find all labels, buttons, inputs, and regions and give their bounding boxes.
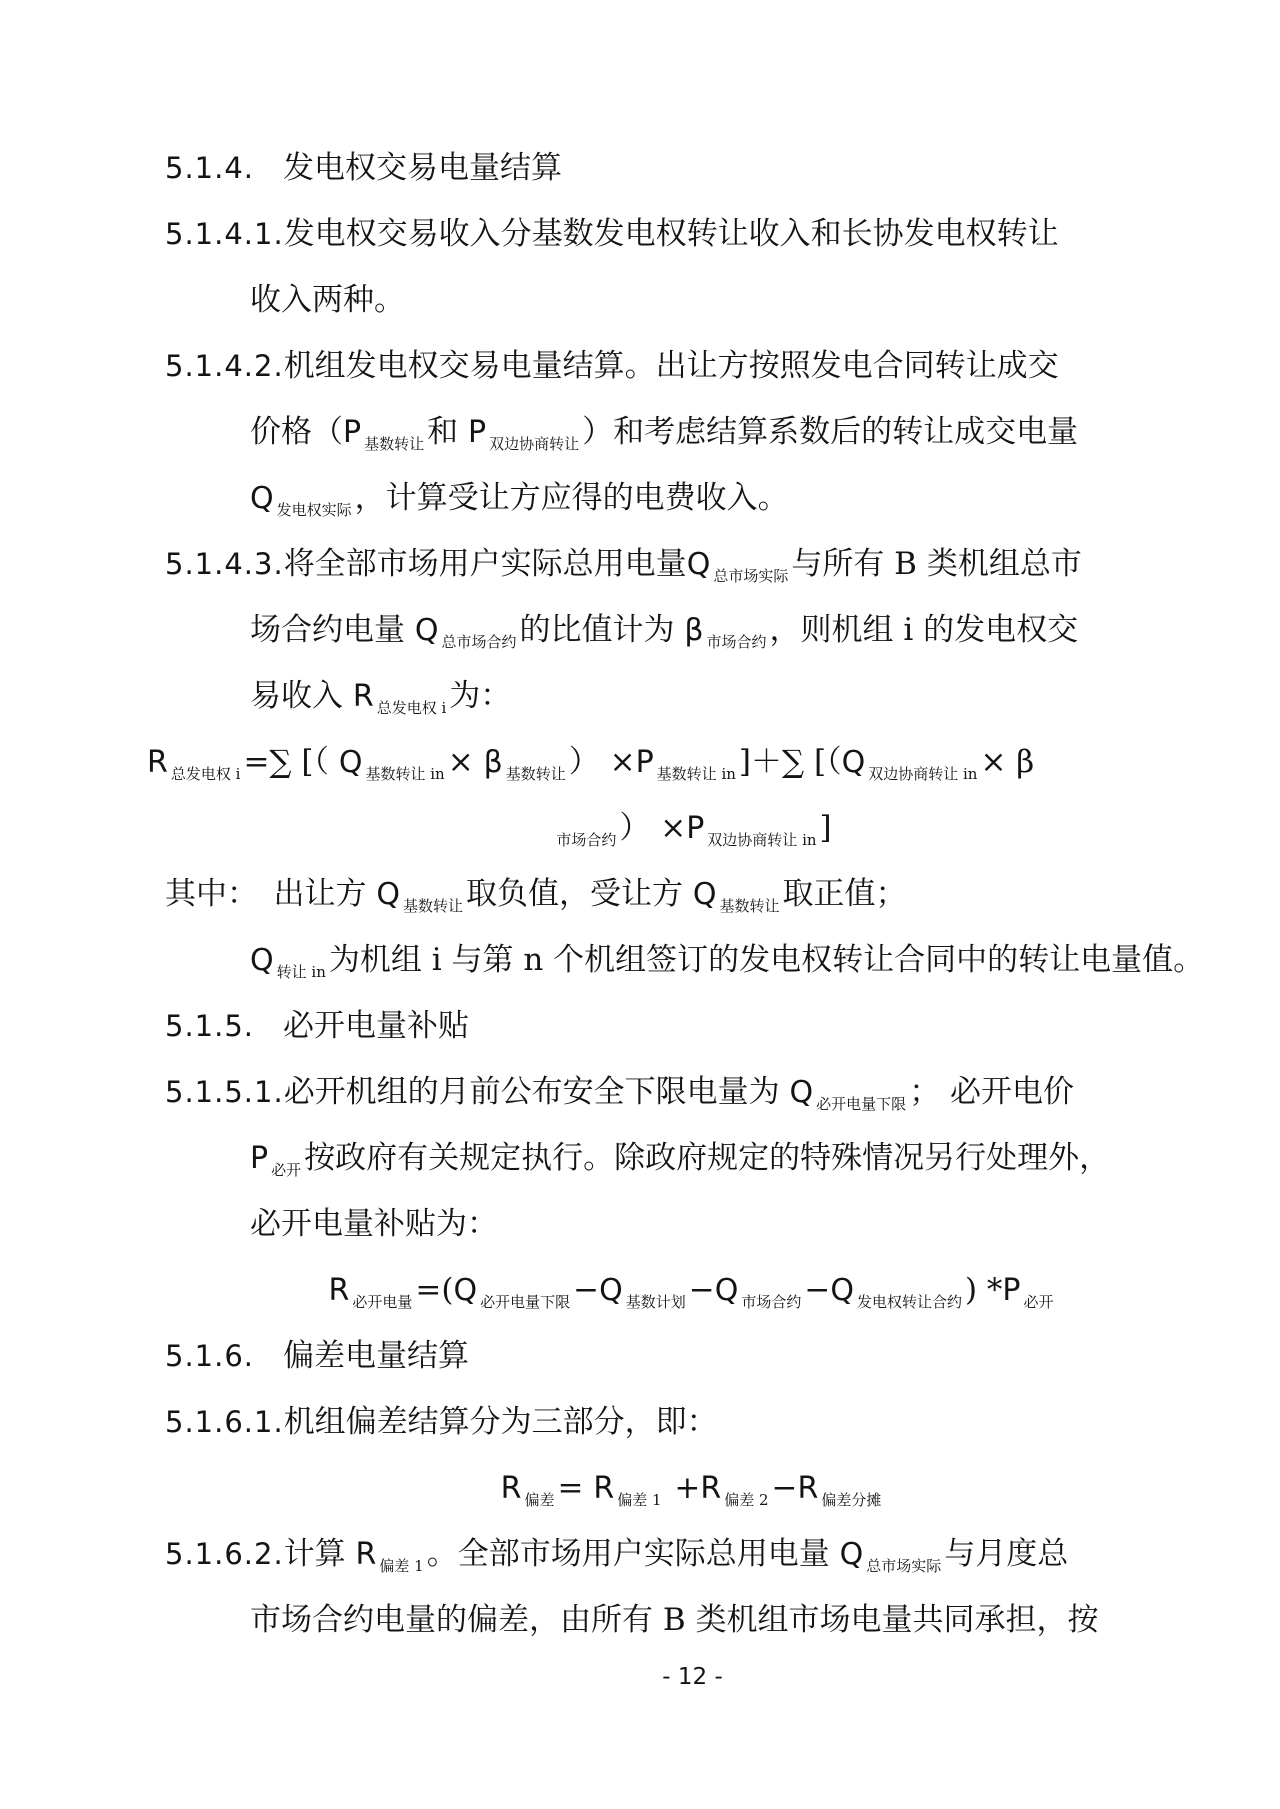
formula-must-run-subsidy <box>165 1268 1220 1312</box>
note-text: Q $_{转让 in}$为机组 i 与第 n 个机组签订的发电权转让合同中的转让电量值。 <box>250 942 1205 981</box>
clause-5-1-5-1-line-3 <box>250 1202 1220 1246</box>
section-heading-5-1-4 <box>165 146 1220 190</box>
clause-text: 必开机组的月前公布安全下限电量为 Q $_{必开电量下限}$； 必开电价 <box>283 1074 1075 1113</box>
formula-generation-rights-revenue-line-1 <box>147 740 1220 784</box>
section-number: 5.1.5. <box>165 1009 255 1043</box>
section-title: 必开电量补贴 <box>283 1008 469 1044</box>
page-number: - 12 - <box>662 1664 723 1690</box>
clause-5-1-6-2-line-1 <box>165 1532 1220 1576</box>
clause-text: 场合约电量 Q $_{总市场合约}$的比值计为 β $_{市场合约}$，则机组 i 的发电权交 <box>250 612 1079 651</box>
clause-text: 计算 R $_{偏差 1}$。全部市场用户实际总用电量 Q $_{总市场实际}$与月度总 <box>283 1536 1069 1575</box>
formula-note-line-1 <box>165 872 1220 916</box>
clause-number: 5.1.4.1. <box>165 217 284 251</box>
section-title: 偏差电量结算 <box>283 1338 469 1374</box>
clause-text: 价格（P $_{基数转让}$和 P $_{双边协商转让}$）和考虑结算系数后的转让成交电量 <box>250 414 1079 453</box>
clause-5-1-4-3-line-1 <box>165 542 1220 586</box>
clause-5-1-4-1-line-2 <box>250 278 1220 322</box>
clause-text: 市场合约电量的偏差，由所有 B 类机组市场电量共同承担，按 <box>250 1602 1099 1638</box>
formula-note-line-2 <box>250 938 1220 982</box>
clause-5-1-4-2-line-1 <box>165 344 1220 388</box>
clause-number: 5.1.6.1. <box>165 1405 284 1439</box>
section-number: 5.1.6. <box>165 1339 255 1373</box>
clause-text: 机组偏差结算分为三部分，即： <box>283 1404 718 1440</box>
formula-text: R $_{偏差}$= R $_{偏差 1}$ +R $_{偏差 2}$−R $_{偏差分摊}$ <box>500 1470 882 1509</box>
clause-5-1-6-2-line-2 <box>250 1598 1220 1642</box>
clause-number: 5.1.5.1. <box>165 1075 284 1109</box>
clause-text: Q $_{发电权实际}$，计算受让方应得的电费收入。 <box>250 480 789 519</box>
clause-5-1-4-2-line-3 <box>250 476 1220 520</box>
clause-text: 必开电量补贴为： <box>250 1206 498 1242</box>
clause-text: 将全部市场用户实际总用电量Q $_{总市场实际}$与所有 B 类机组总市 <box>283 546 1082 585</box>
note-text: 其中： 出让方 Q $_{基数转让}$取负值，受让方 Q $_{基数转让}$取正值； <box>165 876 907 915</box>
clause-number: 5.1.4.3. <box>165 547 284 581</box>
formula-deviation-settlement <box>165 1466 1220 1510</box>
clause-text: 易收入 R $_{总发电权 i}$为： <box>250 678 512 717</box>
clause-5-1-4-3-line-3 <box>250 674 1220 718</box>
formula-text: R $_{必开电量}$=(Q $_{必开电量下限}$−Q $_{基数计划}$−Q $_{市场合约}$−Q $_{发电权转让合约}$) *P $_{必开}$ <box>328 1272 1054 1311</box>
clause-text: 收入两种。 <box>250 282 405 318</box>
formula-generation-rights-revenue-line-2 <box>165 806 1220 850</box>
clause-5-1-4-2-line-2 <box>250 410 1220 454</box>
clause-5-1-4-1-line-1 <box>165 212 1220 256</box>
clause-text: 机组发电权交易电量结算。出让方按照发电合同转让成交 <box>283 348 1059 384</box>
clause-5-1-4-3-line-2 <box>250 608 1220 652</box>
section-heading-5-1-6 <box>165 1334 1220 1378</box>
section-heading-5-1-5 <box>165 1004 1220 1048</box>
section-number: 5.1.4. <box>165 151 255 185</box>
clause-5-1-5-1-line-2 <box>250 1136 1220 1180</box>
section-title: 发电权交易电量结算 <box>283 150 562 186</box>
clause-text: 发电权交易收入分基数发电权转让收入和长协发电权转让 <box>283 216 1059 252</box>
clause-text: P $_{必开}$按政府有关规定执行。除政府规定的特殊情况另行处理外， <box>250 1140 1111 1179</box>
clause-5-1-6-1-line-1 <box>165 1400 1220 1444</box>
clause-5-1-5-1-line-1 <box>165 1070 1220 1114</box>
formula-text: R $_{总发电权 i}$=∑ [（ Q $_{基数转让 in}$× β $_{基数转让}$） ×P $_{基数转让 in}$]＋∑ [（Q $_{双边协商转让 in}$× β <box>147 744 1035 783</box>
formula-text: $_{市场合约}$） ×P $_{双边协商转让 in}$] <box>556 810 832 849</box>
clause-number: 5.1.4.2. <box>165 349 284 383</box>
clause-number: 5.1.6.2. <box>165 1537 284 1571</box>
